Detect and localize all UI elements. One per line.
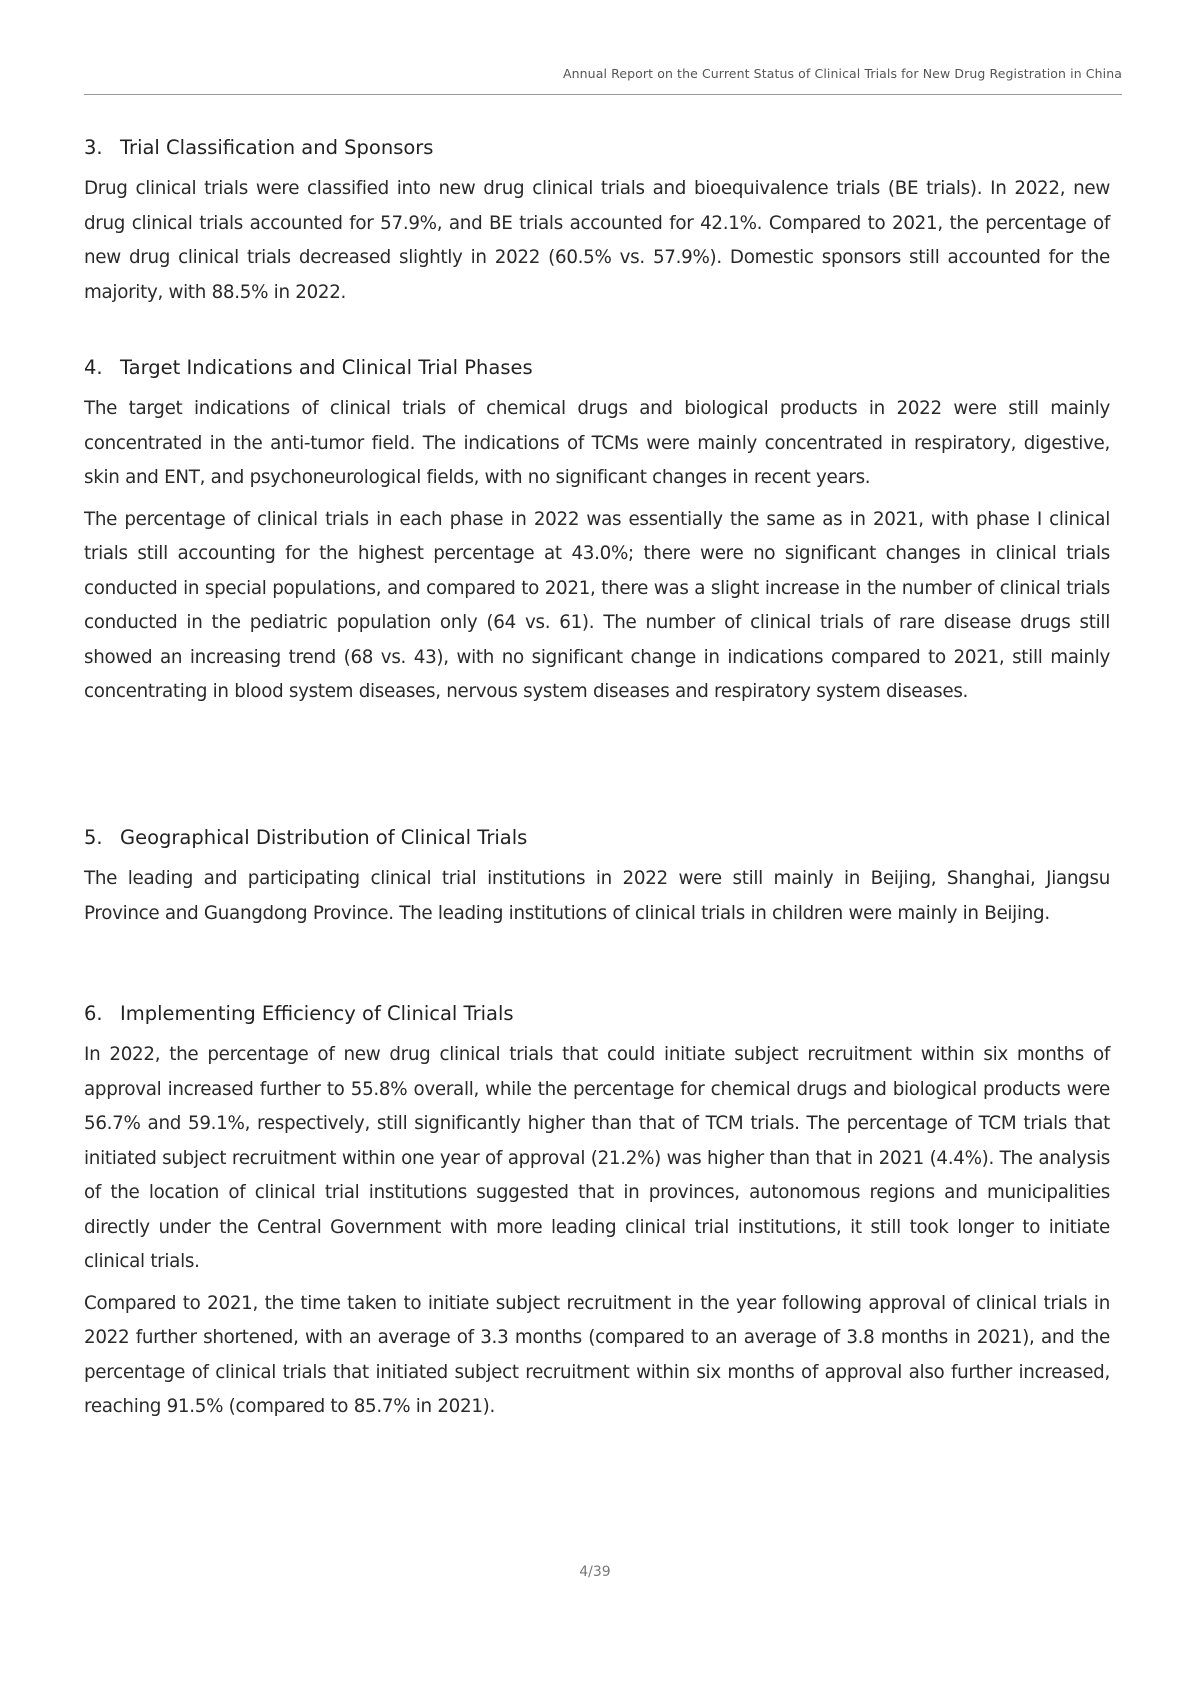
section-heading <box>84 134 1110 162</box>
section-target-indications <box>84 354 1110 717</box>
paragraph: In 2022, the percentage of new drug clinical trials that could initiate subject recruitment within six months of approval increased further to 55.8% overall, while the percentage for chemical drugs and biological products were 56.7% and 59.1%, respectively, still significantly higher than that of TCM trials. The percentage of TCM trials that initiated subject recruitment within one year of approval (21.2%) was higher than that in 2021 (4.4%). The analysis of the location of clinical trial institutions suggested that in provinces, autonomous regions and municipalities directly under the Central Government with more leading clinical trial institutions, it still took longer to initiate clinical trials. <box>84 1044 1110 1272</box>
section-heading <box>84 1000 1110 1028</box>
section-number: 4. <box>84 356 103 379</box>
section-number: 3. <box>84 136 103 159</box>
paragraph: Drug clinical trials were classified into new drug clinical trials and bioequivalence trials (BE trials). In 2022, new drug clinical trials accounted for 57.9%, and BE trials accounted for 42.1%. Compared to 2021, the percentage of new drug clinical trials decreased slightly in 2022 (60.5% vs. 57.9%). Domestic sponsors still accounted for the majority, with 88.5% in 2022. <box>84 178 1110 303</box>
running-header: Annual Report on the Current Status of Clinical Trials for New Drug Registration in China <box>562 66 1122 81</box>
section-implementing-efficiency <box>84 1000 1110 1432</box>
paragraph: The percentage of clinical trials in each phase in 2022 was essentially the same as in 2021, with phase I clinical trials still accounting for the highest percentage at 43.0%; there were no significant changes in clinical trials conducted in special populations, and compared to 2021, there was a slight increase in the number of clinical trials conducted in the pediatric population only (64 vs. 61). The number of clinical trials of rare disease drugs still showed an increasing trend (68 vs. 43), with no significant change in indications compared to 2021, still mainly concentrating in blood system diseases, nervous system diseases and respiratory system diseases. <box>84 508 1110 702</box>
section-title: Trial Classification and Sponsors <box>120 136 434 159</box>
section-title: Geographical Distribution of Clinical Trials <box>120 826 528 849</box>
section-heading <box>84 824 1110 852</box>
section-geographical-distribution <box>84 824 1110 938</box>
section-title: Target Indications and Clinical Trial Phases <box>120 356 533 379</box>
section-number: 6. <box>84 1002 103 1025</box>
paragraph: The leading and participating clinical trial institutions in 2022 were still mainly in Beijing, Shanghai, Jiangsu Province and Guangdong Province. The leading institutions of clinical trials in children were mainly in Beijing. <box>84 868 1110 924</box>
section-title: Implementing Efficiency of Clinical Trials <box>120 1002 514 1025</box>
section-heading <box>84 354 1110 382</box>
paragraph: Compared to 2021, the time taken to initiate subject recruitment in the year following approval of clinical trials in 2022 further shortened, with an average of 3.3 months (compared to an average of 3.8 months in 2021), and the percentage of clinical trials that initiated subject recruitment within six months of approval also further increased, reaching 91.5% (compared to 85.7% in 2021). <box>84 1292 1110 1417</box>
section-number: 5. <box>84 826 103 849</box>
header-divider <box>84 94 1122 95</box>
page-number: 4/39 <box>579 1564 611 1580</box>
paragraph: The target indications of clinical trials of chemical drugs and biological products in 2022 were still mainly concentrated in the anti-tumor field. The indications of TCMs were mainly concentrated in respiratory, digestive, skin and ENT, and psychoneurological fields, with no significant changes in recent years. <box>84 398 1110 488</box>
section-trial-classification <box>84 134 1110 317</box>
